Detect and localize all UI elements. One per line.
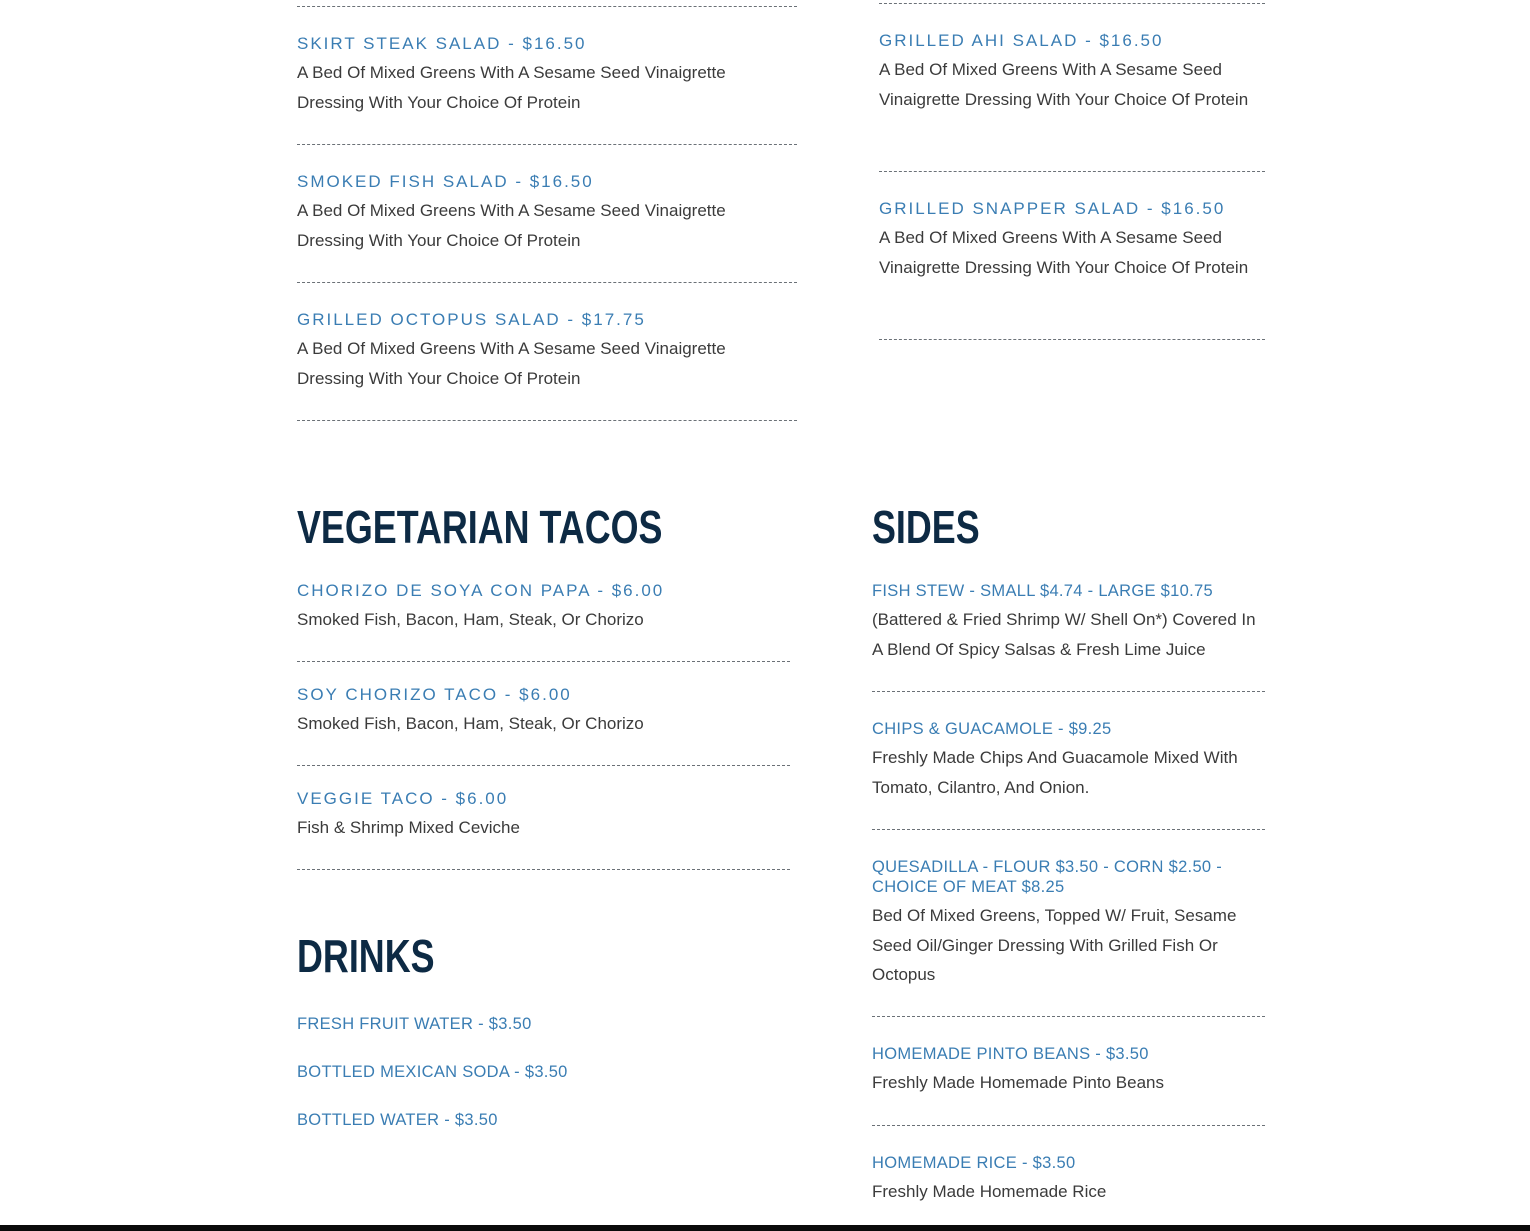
menu-item-description: Smoked Fish, Bacon, Ham, Steak, Or Chorizo xyxy=(297,714,644,733)
divider xyxy=(297,6,797,7)
menu-item-title: BOTTLED MEXICAN SODA - $3.50 xyxy=(297,1063,568,1081)
section-heading-drinks: DRINKS xyxy=(297,930,435,982)
menu-item-description: Smoked Fish, Bacon, Ham, Steak, Or Chorizo xyxy=(297,610,644,629)
menu-item-description: Freshly Made Homemade Pinto Beans xyxy=(872,1073,1164,1092)
divider xyxy=(872,1016,1265,1017)
menu-item-description: A Bed Of Mixed Greens With A Sesame Seed Vinaigrette Dressing With Your Choice Of Protein xyxy=(297,201,726,250)
menu-item-title: FRESH FRUIT WATER - $3.50 xyxy=(297,1015,532,1033)
divider xyxy=(297,282,797,283)
menu-item-title: GRILLED OCTOPUS SALAD - $17.75 xyxy=(297,310,646,329)
section-heading-sides: SIDES xyxy=(872,501,980,553)
menu-item-description: A Bed Of Mixed Greens With A Sesame Seed Vinaigrette Dressing With Your Choice Of Protein xyxy=(297,63,726,112)
divider xyxy=(297,869,790,870)
menu-item-title: SKIRT STEAK SALAD - $16.50 xyxy=(297,34,587,53)
menu-item-title: SOY CHORIZO TACO - $6.00 xyxy=(297,685,572,704)
menu-item-title: GRILLED AHI SALAD - $16.50 xyxy=(879,31,1164,50)
menu-item-title: HOMEMADE RICE - $3.50 xyxy=(872,1154,1076,1172)
menu-item-description: Freshly Made Chips And Guacamole Mixed With Tomato, Cilantro, And Onion. xyxy=(872,748,1238,797)
menu-item-title: GRILLED SNAPPER SALAD - $16.50 xyxy=(879,199,1226,218)
menu-item-description: A Bed Of Mixed Greens With A Sesame Seed Vinaigrette Dressing With Your Choice Of Protein xyxy=(879,60,1249,109)
divider xyxy=(872,691,1265,692)
menu-item-title: QUESADILLA - FLOUR $3.50 - CORN $2.50 - CHOICE OF MEAT $8.25 xyxy=(872,858,1223,896)
menu-item-description: Bed Of Mixed Greens, Topped W/ Fruit, Sesame Seed Oil/Ginger Dressing With Grilled Fish Or Octopus xyxy=(872,906,1237,984)
divider xyxy=(297,661,790,662)
menu-item-title: CHORIZO DE SOYA CON PAPA - $6.00 xyxy=(297,581,665,600)
divider xyxy=(297,420,797,421)
divider xyxy=(872,1125,1265,1126)
menu-item-title: CHIPS & GUACAMOLE - $9.25 xyxy=(872,720,1112,738)
divider xyxy=(879,339,1265,340)
divider xyxy=(872,829,1265,830)
menu-item-description: A Bed Of Mixed Greens With A Sesame Seed Vinaigrette Dressing With Your Choice Of Protein xyxy=(879,228,1249,277)
menu-item-title: BOTTLED WATER - $3.50 xyxy=(297,1111,498,1129)
footer-bar xyxy=(0,1225,1530,1231)
menu-item-description: (Battered & Fried Shrimp W/ Shell On*) Covered In A Blend Of Spicy Salsas & Fresh Lime Juice xyxy=(872,610,1256,659)
section-heading-vegetarian-tacos: VEGETARIAN TACOS xyxy=(297,501,663,553)
menu-item-title: VEGGIE TACO - $6.00 xyxy=(297,789,509,808)
divider xyxy=(297,765,790,766)
divider xyxy=(879,171,1265,172)
divider xyxy=(879,3,1265,4)
menu-item-title: SMOKED FISH SALAD - $16.50 xyxy=(297,172,594,191)
menu-item-description: Freshly Made Homemade Rice xyxy=(872,1182,1107,1201)
menu-item-description: Fish & Shrimp Mixed Ceviche xyxy=(297,818,520,837)
menu-item-description: A Bed Of Mixed Greens With A Sesame Seed Vinaigrette Dressing With Your Choice Of Protein xyxy=(297,339,726,388)
divider xyxy=(297,144,797,145)
menu-item-title: FISH STEW - SMALL $4.74 - LARGE $10.75 xyxy=(872,582,1213,600)
menu-item-title: HOMEMADE PINTO BEANS - $3.50 xyxy=(872,1045,1149,1063)
